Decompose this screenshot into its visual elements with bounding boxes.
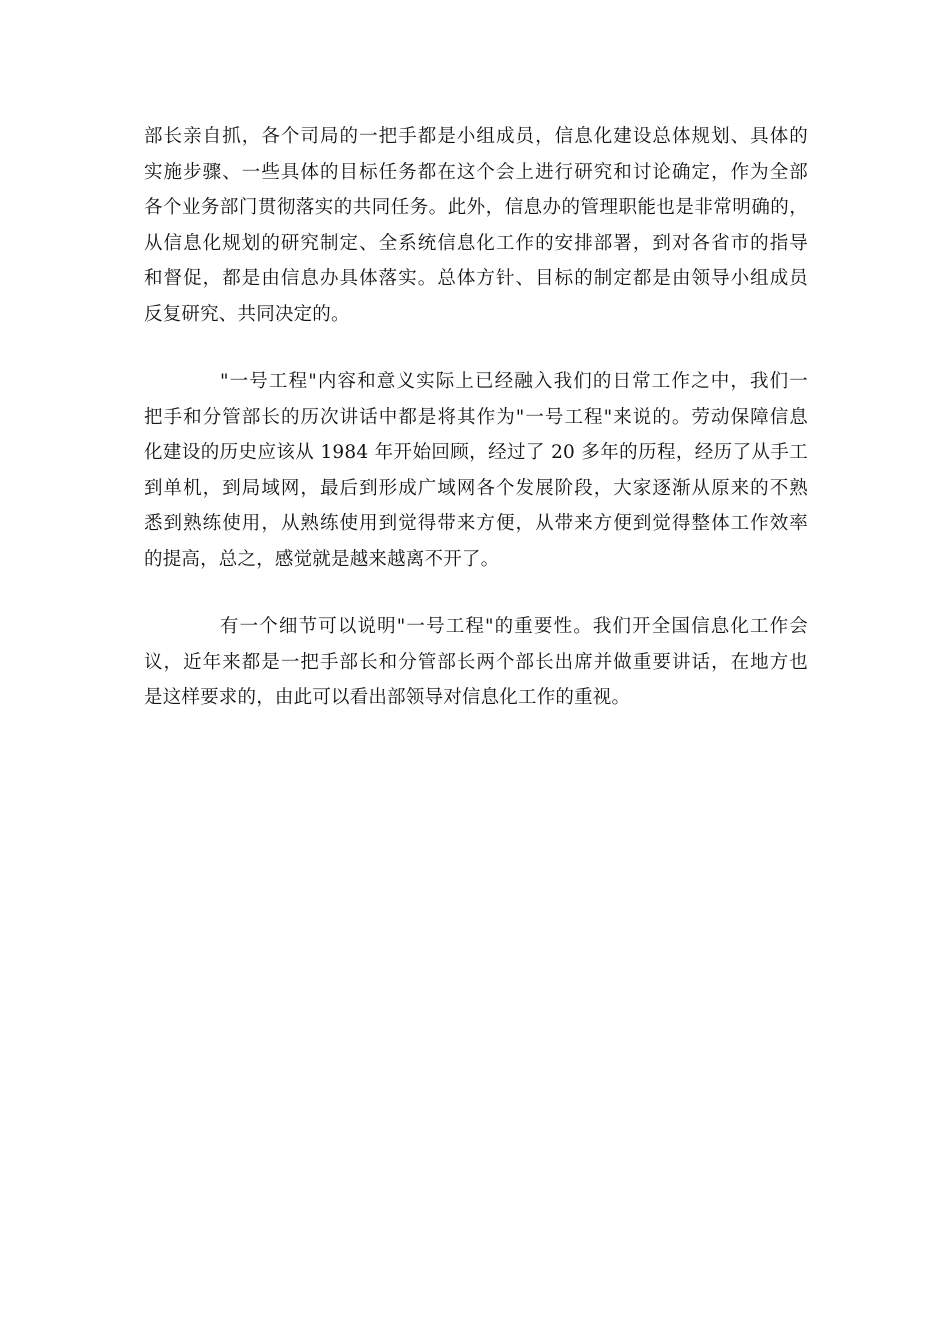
paragraph-line: "一号工程"内容和意义实际上已经融入我们的日常工作之中，我们一 <box>220 371 808 392</box>
paragraph-line: 反复研究、共同决定的。 <box>144 303 350 325</box>
paragraph-line: 到单机，到局域网，最后到形成广域网各个发展阶段，大家逐渐从原来的不熟 <box>144 477 808 499</box>
paragraph-line: 化建设的历史应该从 1984 年开始回顾，经过了 20 多年的历程，经历了从手工 <box>144 442 808 463</box>
paragraph-line: 有一个细节可以说明"一号工程"的重要性。我们开全国信息化工作会 <box>220 616 808 637</box>
paragraph-line: 从信息化规划的研究制定、全系统信息化工作的安排部署，到对各省市的指导 <box>144 232 808 254</box>
paragraph-line: 是这样要求的，由此可以看出部领导对信息化工作的重视。 <box>144 687 631 708</box>
paragraph-line: 把手和分管部长的历次讲话中都是将其作为"一号工程"来说的。劳动保障信息 <box>144 406 808 428</box>
paragraph-line: 悉到熟练使用，从熟练使用到觉得带来方便，从带来方便到觉得整体工作效率 <box>144 513 808 534</box>
paragraph-line: 和督促，都是由信息办具体落实。总体方针、目标的制定都是由领导小组成员 <box>144 268 808 289</box>
paragraph-line: 实施步骤、一些具体的目标任务都在这个会上进行研究和讨论确定，作为全部 <box>144 161 808 183</box>
paragraph-line: 部长亲自抓，各个司局的一把手都是小组成员，信息化建设总体规划、具体的 <box>144 126 808 147</box>
paragraph-line: 各个业务部门贯彻落实的共同任务。此外，信息办的管理职能也是非常明确的， <box>144 197 808 218</box>
paragraph-1 <box>144 119 808 332</box>
paragraph-line: 的提高，总之，感觉就是越来越离不开了。 <box>144 548 500 570</box>
paragraph-3 <box>144 609 808 716</box>
document-body <box>144 119 808 748</box>
paragraph-line: 议，近年来都是一把手部长和分管部长两个部长出席并做重要讲话，在地方也 <box>144 651 808 673</box>
paragraph-2 <box>144 364 808 577</box>
